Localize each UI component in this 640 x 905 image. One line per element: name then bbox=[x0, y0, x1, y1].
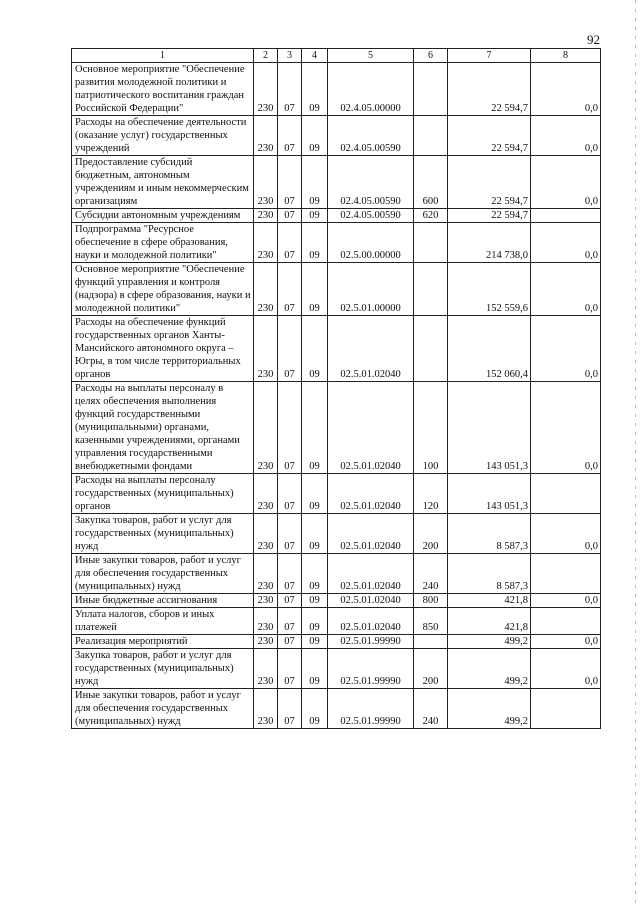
scan-edge bbox=[635, 0, 636, 905]
item-name-cell: Предоставление субсидий бюджетным, автономным учреждениям и иным некоммерческим организациям bbox=[72, 156, 254, 209]
amount-extra-cell: 0,0 bbox=[531, 156, 601, 209]
subsection-cell: 09 bbox=[302, 223, 328, 263]
subsection-cell: 09 bbox=[302, 263, 328, 316]
expense-type-cell bbox=[414, 316, 448, 382]
amount-cell: 421,8 bbox=[448, 608, 531, 635]
amount-extra-cell bbox=[531, 554, 601, 594]
code-cell: 230 bbox=[254, 63, 278, 116]
code-cell: 230 bbox=[254, 608, 278, 635]
item-name-cell: Закупка товаров, работ и услуг для государственных (муниципальных) нужд bbox=[72, 649, 254, 689]
section-cell: 07 bbox=[278, 649, 302, 689]
amount-cell: 8 587,3 bbox=[448, 554, 531, 594]
header-row bbox=[72, 49, 601, 63]
subsection-cell: 09 bbox=[302, 689, 328, 729]
amount-extra-cell bbox=[531, 689, 601, 729]
header-cell: 8 bbox=[531, 49, 601, 63]
amount-extra-cell: 0,0 bbox=[531, 649, 601, 689]
target-article-cell: 02.5.01.00000 bbox=[328, 263, 414, 316]
item-name-cell: Расходы на обеспечение деятельности (оказание услуг) государственных учреждений bbox=[72, 116, 254, 156]
code-cell: 230 bbox=[254, 316, 278, 382]
expense-type-cell: 120 bbox=[414, 474, 448, 514]
amount-extra-cell: 0,0 bbox=[531, 514, 601, 554]
expense-type-cell bbox=[414, 263, 448, 316]
subsection-cell: 09 bbox=[302, 649, 328, 689]
header-cell: 6 bbox=[414, 49, 448, 63]
amount-extra-cell bbox=[531, 608, 601, 635]
target-article-cell: 02.5.01.02040 bbox=[328, 514, 414, 554]
amount-extra-cell: 0,0 bbox=[531, 382, 601, 474]
section-cell: 07 bbox=[278, 116, 302, 156]
amount-extra-cell: 0,0 bbox=[531, 263, 601, 316]
amount-cell: 8 587,3 bbox=[448, 514, 531, 554]
amount-cell: 499,2 bbox=[448, 649, 531, 689]
subsection-cell: 09 bbox=[302, 514, 328, 554]
header-cell: 1 bbox=[72, 49, 254, 63]
target-article-cell: 02.4.05.00590 bbox=[328, 209, 414, 223]
amount-cell: 421,8 bbox=[448, 594, 531, 608]
header-cell: 5 bbox=[328, 49, 414, 63]
target-article-cell: 02.4.05.00590 bbox=[328, 116, 414, 156]
subsection-cell: 09 bbox=[302, 635, 328, 649]
subsection-cell: 09 bbox=[302, 474, 328, 514]
table-row bbox=[72, 608, 601, 635]
code-cell: 230 bbox=[254, 635, 278, 649]
expense-type-cell: 600 bbox=[414, 156, 448, 209]
item-name-cell: Основное мероприятие "Обеспечение развития молодежной политики и патриотического воспитания граждан Российской Федерации" bbox=[72, 63, 254, 116]
expense-type-cell: 850 bbox=[414, 608, 448, 635]
target-article-cell: 02.5.01.02040 bbox=[328, 316, 414, 382]
target-article-cell: 02.5.01.99990 bbox=[328, 689, 414, 729]
code-cell: 230 bbox=[254, 156, 278, 209]
subsection-cell: 09 bbox=[302, 63, 328, 116]
code-cell: 230 bbox=[254, 689, 278, 729]
item-name-cell: Подпрограмма "Ресурсное обеспечение в сфере образования, науки и молодежной политики" bbox=[72, 223, 254, 263]
table-row bbox=[72, 316, 601, 382]
header-cell: 4 bbox=[302, 49, 328, 63]
expense-type-cell bbox=[414, 116, 448, 156]
section-cell: 07 bbox=[278, 608, 302, 635]
amount-cell: 22 594,7 bbox=[448, 116, 531, 156]
table-row bbox=[72, 594, 601, 608]
item-name-cell: Основное мероприятие "Обеспечение функций управления и контроля (надзора) в сфере образования, науки и молодежной политики" bbox=[72, 263, 254, 316]
table-row bbox=[72, 209, 601, 223]
table-row bbox=[72, 63, 601, 116]
table-row bbox=[72, 649, 601, 689]
amount-cell: 152 060,4 bbox=[448, 316, 531, 382]
amount-cell: 499,2 bbox=[448, 689, 531, 729]
target-article-cell: 02.4.05.00000 bbox=[328, 63, 414, 116]
code-cell: 230 bbox=[254, 514, 278, 554]
amount-cell: 22 594,7 bbox=[448, 63, 531, 116]
amount-extra-cell: 0,0 bbox=[531, 635, 601, 649]
section-cell: 07 bbox=[278, 554, 302, 594]
section-cell: 07 bbox=[278, 382, 302, 474]
code-cell: 230 bbox=[254, 116, 278, 156]
expense-type-cell bbox=[414, 635, 448, 649]
section-cell: 07 bbox=[278, 316, 302, 382]
amount-extra-cell: 0,0 bbox=[531, 63, 601, 116]
amount-cell: 499,2 bbox=[448, 635, 531, 649]
section-cell: 07 bbox=[278, 514, 302, 554]
code-cell: 230 bbox=[254, 382, 278, 474]
table-row bbox=[72, 474, 601, 514]
expense-type-cell: 200 bbox=[414, 514, 448, 554]
expense-type-cell: 240 bbox=[414, 689, 448, 729]
amount-cell: 22 594,7 bbox=[448, 156, 531, 209]
expense-type-cell: 200 bbox=[414, 649, 448, 689]
item-name-cell: Расходы на выплаты персоналу в целях обеспечения выполнения функций государственными (муниципальными) органами, казенными учреждениями, органами управления государственными внебюджетными фондами bbox=[72, 382, 254, 474]
subsection-cell: 09 bbox=[302, 116, 328, 156]
header-cell: 2 bbox=[254, 49, 278, 63]
target-article-cell: 02.4.05.00590 bbox=[328, 156, 414, 209]
table-row bbox=[72, 689, 601, 729]
table-body bbox=[72, 63, 601, 729]
target-article-cell: 02.5.01.02040 bbox=[328, 594, 414, 608]
amount-extra-cell: 0,0 bbox=[531, 316, 601, 382]
code-cell: 230 bbox=[254, 474, 278, 514]
expense-type-cell bbox=[414, 63, 448, 116]
section-cell: 07 bbox=[278, 156, 302, 209]
code-cell: 230 bbox=[254, 209, 278, 223]
header-cell: 3 bbox=[278, 49, 302, 63]
table-row bbox=[72, 116, 601, 156]
table-row bbox=[72, 514, 601, 554]
amount-extra-cell: 0,0 bbox=[531, 116, 601, 156]
section-cell: 07 bbox=[278, 474, 302, 514]
expense-type-cell: 800 bbox=[414, 594, 448, 608]
subsection-cell: 09 bbox=[302, 594, 328, 608]
item-name-cell: Иные закупки товаров, работ и услуг для обеспечения государственных (муниципальных) нужд bbox=[72, 689, 254, 729]
amount-extra-cell bbox=[531, 209, 601, 223]
item-name-cell: Субсидии автономным учреждениям bbox=[72, 209, 254, 223]
code-cell: 230 bbox=[254, 263, 278, 316]
subsection-cell: 09 bbox=[302, 156, 328, 209]
code-cell: 230 bbox=[254, 554, 278, 594]
expense-type-cell bbox=[414, 223, 448, 263]
amount-extra-cell: 0,0 bbox=[531, 594, 601, 608]
section-cell: 07 bbox=[278, 635, 302, 649]
amount-cell: 22 594,7 bbox=[448, 209, 531, 223]
page-number: 92 bbox=[587, 32, 600, 47]
target-article-cell: 02.5.00.00000 bbox=[328, 223, 414, 263]
budget-table bbox=[71, 48, 601, 729]
code-cell: 230 bbox=[254, 649, 278, 689]
amount-cell: 152 559,6 bbox=[448, 263, 531, 316]
table-row bbox=[72, 223, 601, 263]
item-name-cell: Расходы на обеспечение функций государственных органов Ханты-Мансийского автономного округа – Югры, в том числе территориальных органов bbox=[72, 316, 254, 382]
target-article-cell: 02.5.01.99990 bbox=[328, 635, 414, 649]
amount-cell: 143 051,3 bbox=[448, 382, 531, 474]
item-name-cell: Иные закупки товаров, работ и услуг для обеспечения государственных (муниципальных) нужд bbox=[72, 554, 254, 594]
table-header bbox=[72, 49, 601, 63]
expense-type-cell: 620 bbox=[414, 209, 448, 223]
subsection-cell: 09 bbox=[302, 316, 328, 382]
subsection-cell: 09 bbox=[302, 209, 328, 223]
subsection-cell: 09 bbox=[302, 554, 328, 594]
subsection-cell: 09 bbox=[302, 608, 328, 635]
item-name-cell: Уплата налогов, сборов и иных платежей bbox=[72, 608, 254, 635]
section-cell: 07 bbox=[278, 223, 302, 263]
subsection-cell: 09 bbox=[302, 382, 328, 474]
amount-extra-cell bbox=[531, 474, 601, 514]
header-cell: 7 bbox=[448, 49, 531, 63]
target-article-cell: 02.5.01.99990 bbox=[328, 649, 414, 689]
expense-type-cell: 240 bbox=[414, 554, 448, 594]
section-cell: 07 bbox=[278, 594, 302, 608]
section-cell: 07 bbox=[278, 209, 302, 223]
code-cell: 230 bbox=[254, 594, 278, 608]
item-name-cell: Расходы на выплаты персоналу государственных (муниципальных) органов bbox=[72, 474, 254, 514]
table-row bbox=[72, 382, 601, 474]
table-row bbox=[72, 156, 601, 209]
item-name-cell: Закупка товаров, работ и услуг для государственных (муниципальных) нужд bbox=[72, 514, 254, 554]
amount-cell: 214 738,0 bbox=[448, 223, 531, 263]
item-name-cell: Реализация мероприятий bbox=[72, 635, 254, 649]
target-article-cell: 02.5.01.02040 bbox=[328, 382, 414, 474]
table-row bbox=[72, 635, 601, 649]
item-name-cell: Иные бюджетные ассигнования bbox=[72, 594, 254, 608]
section-cell: 07 bbox=[278, 263, 302, 316]
code-cell: 230 bbox=[254, 223, 278, 263]
amount-cell: 143 051,3 bbox=[448, 474, 531, 514]
section-cell: 07 bbox=[278, 689, 302, 729]
target-article-cell: 02.5.01.02040 bbox=[328, 554, 414, 594]
table-row bbox=[72, 554, 601, 594]
table-row bbox=[72, 263, 601, 316]
section-cell: 07 bbox=[278, 63, 302, 116]
expense-type-cell: 100 bbox=[414, 382, 448, 474]
target-article-cell: 02.5.01.02040 bbox=[328, 474, 414, 514]
target-article-cell: 02.5.01.02040 bbox=[328, 608, 414, 635]
amount-extra-cell: 0,0 bbox=[531, 223, 601, 263]
